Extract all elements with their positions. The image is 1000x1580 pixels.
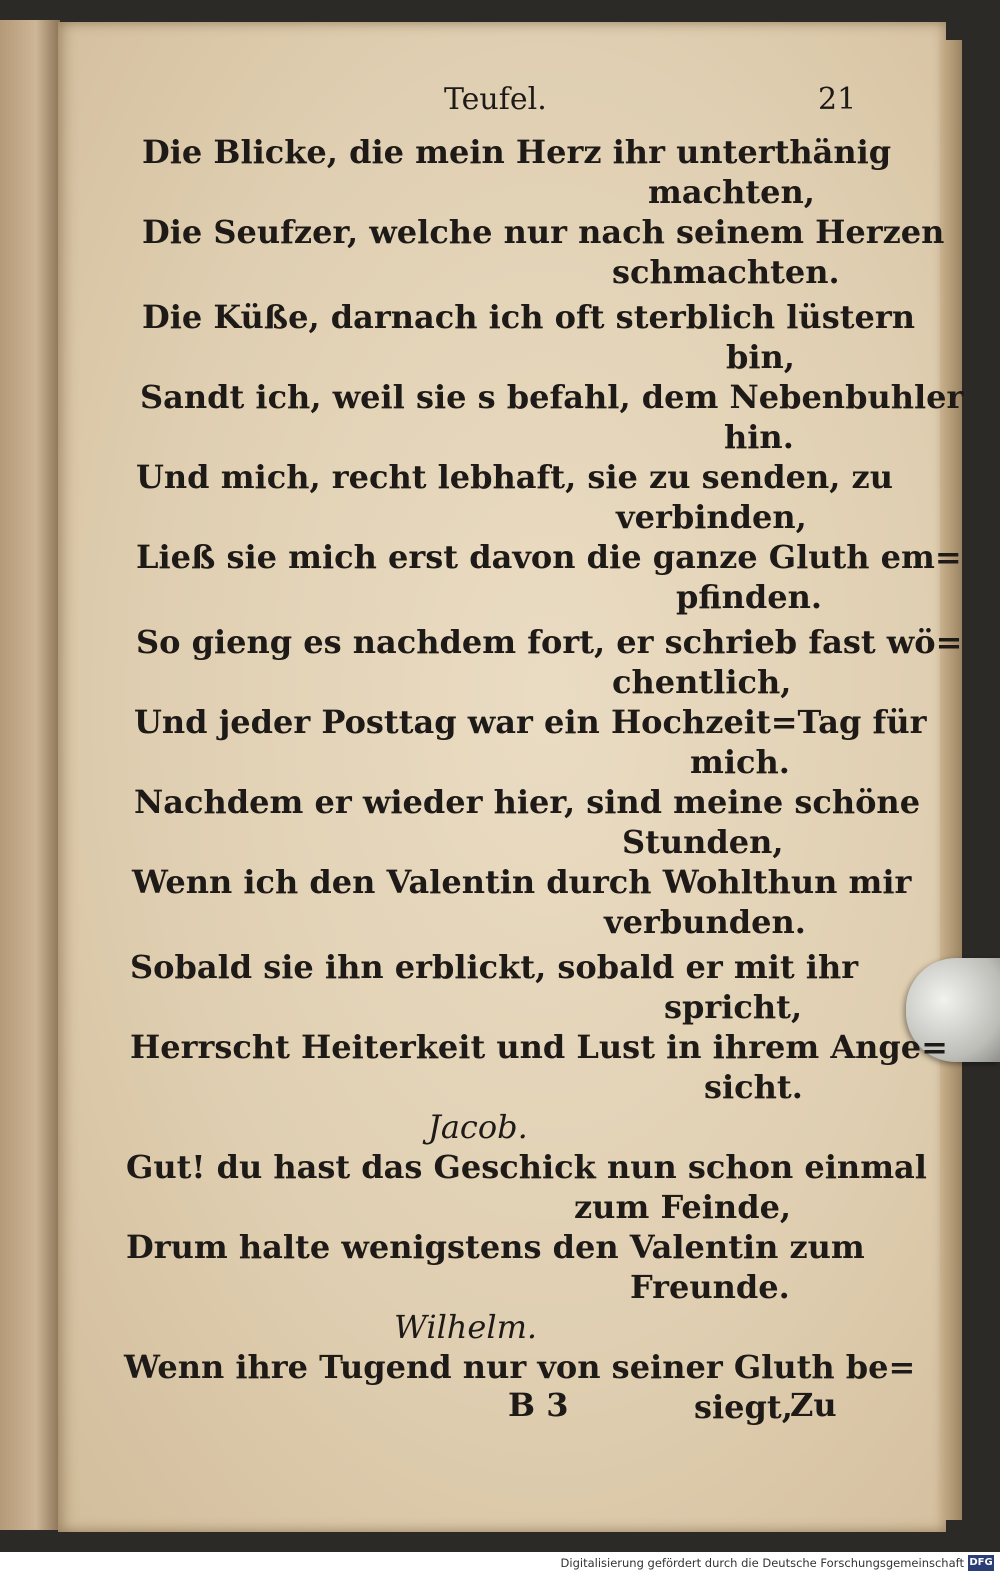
verse-line: Die Seufzer, welche nur nach seinem Herzen	[142, 213, 945, 251]
verse-line: mich.	[690, 743, 790, 781]
page-header	[0, 82, 1000, 122]
verse-line: Drum halte wenigstens den Valentin zum	[126, 1228, 865, 1266]
verse-line: schmachten.	[612, 253, 840, 291]
verse-line: Die Küße, darnach ich oft sterblich lüstern	[142, 298, 915, 336]
digitization-credit: Digitalisierung gefördert durch die Deutsche Forschungsgemeinschaft	[560, 1556, 964, 1570]
verse-line: Und mich, recht lebhaft, sie zu senden, zu	[136, 458, 893, 496]
verse-line: machten,	[648, 173, 815, 211]
page-footer	[0, 1386, 1000, 1426]
verse-line: pfinden.	[676, 578, 823, 616]
verse-line: verbunden.	[604, 903, 806, 941]
verse-line: Stunden,	[622, 823, 784, 861]
verse-line: Ließ sie mich erst davon die ganze Gluth em=	[136, 538, 962, 576]
verse-line: bin,	[726, 338, 795, 376]
verse-line: So gieng es nachdem fort, er schrieb fast wö=	[136, 623, 963, 661]
verse-line: sicht.	[704, 1068, 803, 1106]
verse-line: spricht,	[664, 988, 803, 1026]
verse-line: Und jeder Posttag war ein Hochzeit=Tag für	[134, 703, 927, 741]
verse-line: zum Feinde,	[574, 1188, 792, 1226]
verse-line: Wenn ihre Tugend nur von seiner Gluth be=	[124, 1348, 916, 1386]
verse-line: verbinden,	[616, 498, 807, 536]
speaker-name: Jacob.	[428, 1108, 528, 1146]
catchword: Zu	[790, 1386, 837, 1424]
verse-line: chentlich,	[612, 663, 792, 701]
verse-line: Sobald sie ihn erblickt, sobald er mit ihr	[130, 948, 859, 986]
dfg-logo: DFG	[968, 1555, 994, 1571]
verse-line: Wenn ich den Valentin durch Wohlthun mir	[132, 863, 912, 901]
verse-line: Freunde.	[630, 1268, 790, 1306]
signature-mark: B 3	[508, 1386, 569, 1424]
page-number: 21	[818, 82, 857, 117]
speaker-name: Wilhelm.	[394, 1308, 538, 1346]
verse-line: Nachdem er wieder hier, sind meine schöne	[134, 783, 921, 821]
verse-line: Gut! du hast das Geschick nun schon einmal	[126, 1148, 927, 1186]
running-title: Teufel.	[444, 82, 547, 117]
page-stack-edge	[940, 40, 962, 1520]
verse-line: hin.	[724, 418, 794, 456]
verse-line: Herrscht Heiterkeit und Lust in ihrem Ange=	[130, 1028, 948, 1066]
left-page-edge	[0, 20, 60, 1530]
verse-line: Die Blicke, die mein Herz ihr unterthänig	[142, 133, 892, 171]
verse-line: siegt,	[694, 1388, 793, 1426]
verse-line: Sandt ich, weil sie s befahl, dem Nebenbuhler	[140, 378, 964, 416]
